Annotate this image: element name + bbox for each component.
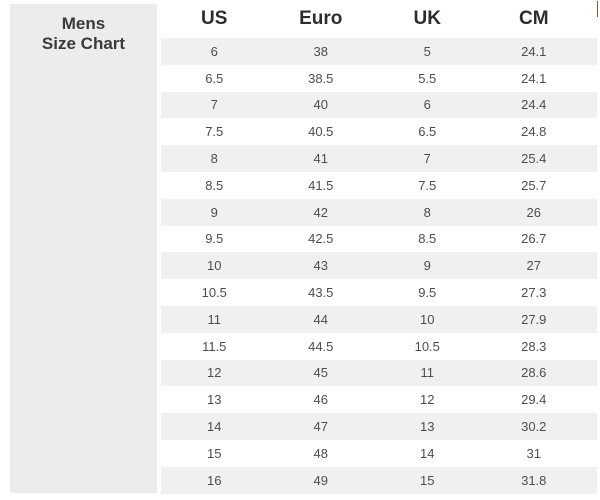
table-cell: 7.5 (418, 177, 437, 193)
size-table (161, 0, 597, 494)
table-cell: 5 (423, 43, 431, 59)
table-cell: 24.8 (521, 124, 547, 140)
table-cell: 11.5 (202, 338, 227, 354)
table-cell: 10 (207, 258, 222, 274)
table-row (161, 306, 597, 333)
table-cell: 13 (207, 392, 222, 408)
page-title-line2: Size Chart (41, 34, 126, 53)
column-header-us: US (201, 8, 228, 29)
table-cell: 28.6 (521, 365, 547, 381)
table-cell: 8.5 (418, 231, 437, 247)
sidebar (10, 4, 157, 493)
table-cell: 47 (313, 419, 328, 435)
table-cell: 11 (420, 365, 434, 381)
table-cell: 43.5 (308, 285, 334, 301)
table-cell: 14 (420, 445, 435, 461)
table-row (161, 413, 597, 440)
table-row (161, 226, 597, 253)
table-cell: 24.1 (521, 43, 547, 59)
column-header-uk: UK (413, 8, 441, 29)
table-cell: 14 (207, 419, 222, 435)
table-cell: 12 (420, 392, 435, 408)
table-cell: 28.3 (521, 338, 547, 354)
table-row (161, 333, 597, 360)
table-cell: 44.5 (308, 338, 334, 354)
table-cell: 42.5 (308, 231, 334, 247)
table-cell: 29.4 (521, 392, 547, 408)
table-cell: 5.5 (418, 70, 437, 86)
table-body (161, 38, 597, 494)
table-cell: 12 (207, 365, 222, 381)
table-cell: 24.4 (521, 97, 547, 113)
table-cell: 26 (526, 204, 541, 220)
table-cell: 9 (210, 204, 218, 220)
table-cell: 6.5 (418, 124, 437, 140)
table-cell: 25.7 (521, 177, 547, 193)
table-row (161, 386, 597, 413)
table-cell: 44 (313, 311, 328, 327)
table-cell: 42 (313, 204, 328, 220)
table-cell: 9 (423, 258, 431, 274)
table-cell: 31 (526, 445, 541, 461)
table-cell: 27.9 (521, 311, 547, 327)
table-cell: 7.5 (205, 124, 224, 140)
table-row (161, 145, 597, 172)
table-cell: 45 (313, 365, 328, 381)
table-row (161, 279, 597, 306)
table-row (161, 467, 597, 494)
column-header-cm: CM (518, 8, 549, 29)
column-header-euro: Euro (299, 8, 343, 29)
table-cell: 8.5 (205, 177, 224, 193)
table-cell: 41 (313, 151, 328, 167)
table-cell: 48 (313, 445, 328, 461)
table-row (161, 92, 597, 119)
table-cell: 10 (420, 311, 435, 327)
table-cell: 8 (423, 204, 431, 220)
table-cell: 40 (313, 97, 328, 113)
table-row (161, 360, 597, 387)
table-cell: 10.5 (414, 338, 440, 354)
table-cell: 15 (207, 445, 222, 461)
table-cell: 49 (313, 472, 328, 488)
table-cell: 27.3 (521, 285, 547, 301)
table-row (161, 38, 597, 65)
table-row (161, 252, 597, 279)
table-cell: 16 (207, 472, 222, 488)
table-cell: 6 (423, 97, 431, 113)
table-cell: 30.2 (521, 419, 547, 435)
table-cell: 25.4 (521, 151, 547, 167)
table-cell: 8 (210, 151, 218, 167)
table-header-row (161, 0, 597, 38)
table-cell: 7 (423, 151, 431, 167)
table-row (161, 118, 597, 145)
table-cell: 9.5 (205, 231, 224, 247)
table-cell: 24.1 (521, 70, 547, 86)
table-row (161, 172, 597, 199)
table-cell: 38.5 (308, 70, 334, 86)
table-cell: 11 (207, 311, 221, 327)
table-cell: 13 (420, 419, 435, 435)
table-cell: 26.7 (521, 231, 547, 247)
table-row (161, 199, 597, 226)
table-row (161, 440, 597, 467)
table-cell: 27 (526, 258, 541, 274)
page-title (10, 4, 157, 54)
table-cell: 43 (313, 258, 328, 274)
table-cell: 41.5 (308, 177, 334, 193)
table-row (161, 65, 597, 92)
table-cell: 7 (210, 97, 218, 113)
table-cell: 46 (313, 392, 328, 408)
table-cell: 15 (420, 472, 435, 488)
table-cell: 31.8 (521, 472, 547, 488)
table-cell: 38 (313, 43, 328, 59)
table-cell: 9.5 (418, 285, 437, 301)
table-cell: 6 (210, 43, 218, 59)
page-title-line1: Mens (61, 14, 106, 33)
table-cell: 40.5 (308, 124, 334, 140)
table-cell: 6.5 (205, 70, 224, 86)
table-cell: 10.5 (201, 285, 227, 301)
